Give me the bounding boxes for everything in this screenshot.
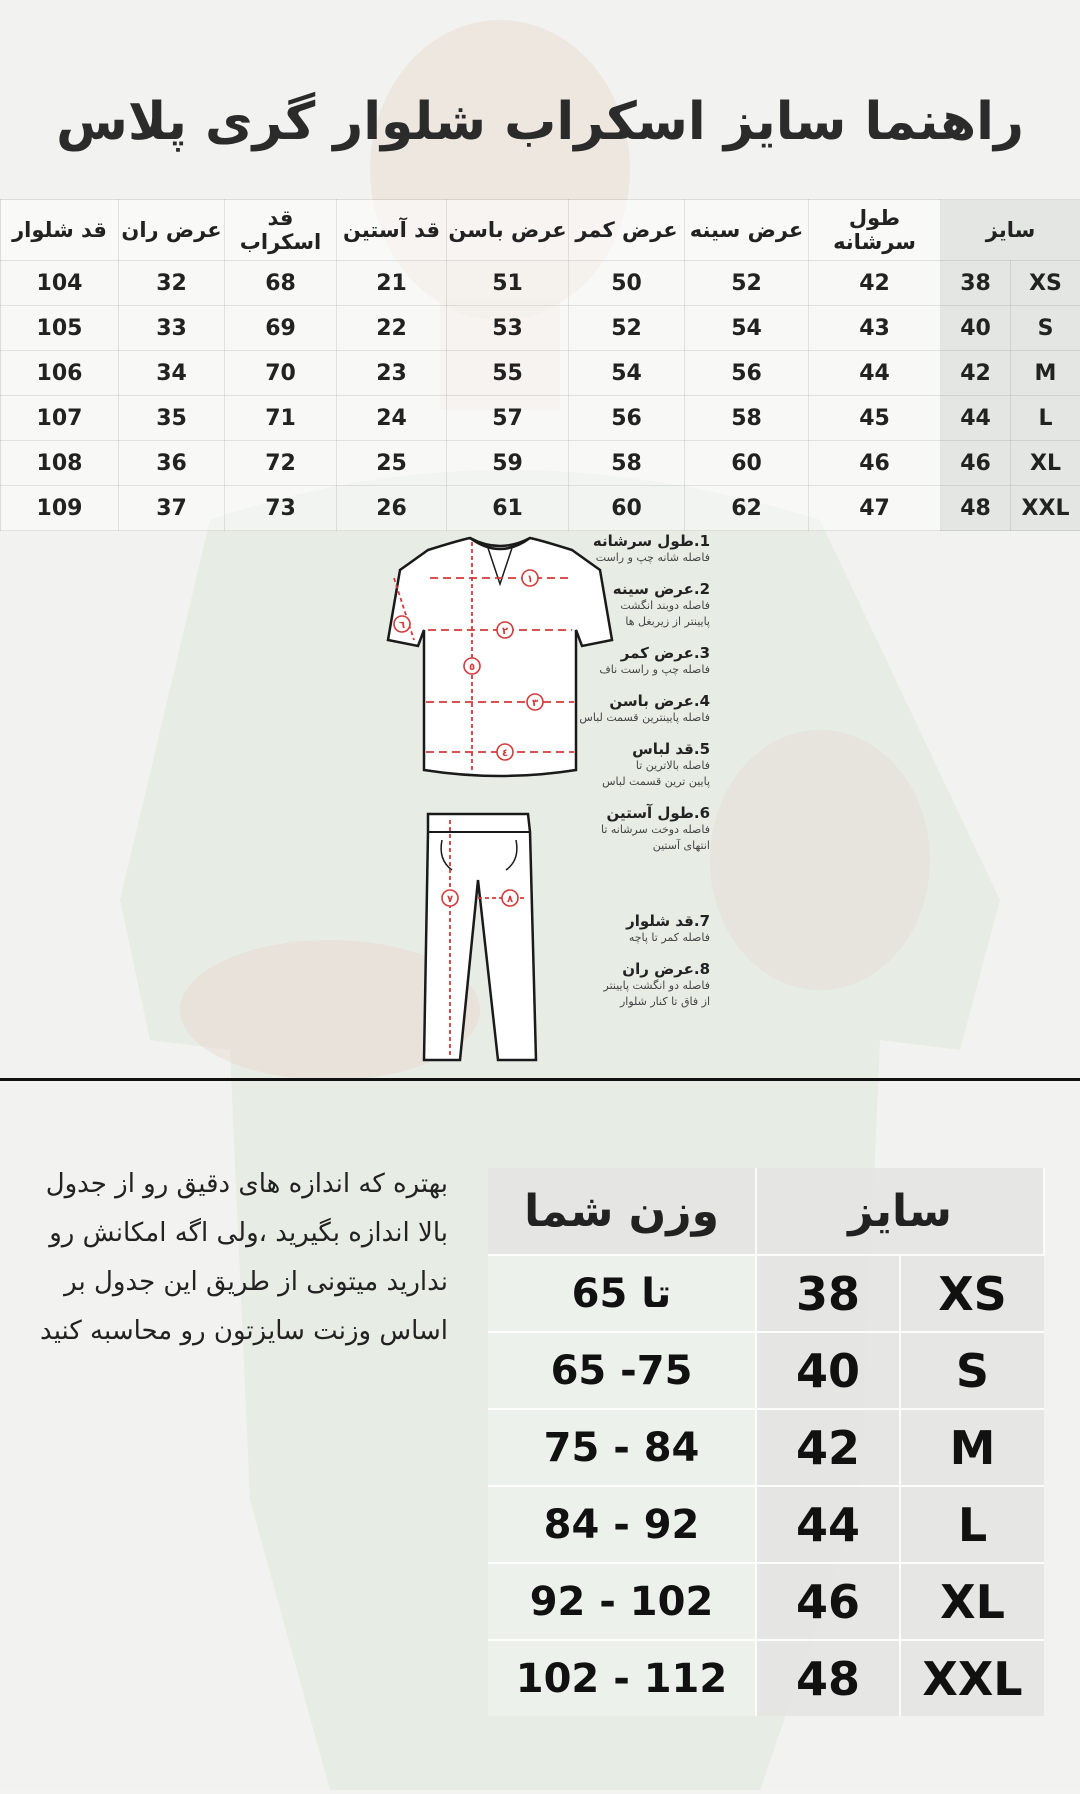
table-row bbox=[488, 1409, 1044, 1486]
size-number: 44 bbox=[941, 396, 1011, 441]
size-label: XXL bbox=[900, 1640, 1044, 1716]
legend-title: 2.عرض سینه bbox=[540, 580, 710, 598]
cell: 55 bbox=[447, 351, 569, 396]
table-row bbox=[1, 306, 1080, 351]
cell: 46 bbox=[809, 441, 941, 486]
size-label: L bbox=[1011, 396, 1080, 441]
size-number: 48 bbox=[941, 486, 1011, 531]
legend-item bbox=[540, 644, 710, 678]
cell: 56 bbox=[685, 351, 809, 396]
header-pants-length: قد شلوار bbox=[1, 200, 119, 261]
marker-7-label: ٧ bbox=[447, 894, 453, 905]
legend-desc: فاصله دو انگشت پایینتر bbox=[540, 978, 710, 994]
weight-range: 65 -75 bbox=[488, 1332, 756, 1409]
size-label: XL bbox=[1011, 441, 1080, 486]
cell: 54 bbox=[685, 306, 809, 351]
cell: 47 bbox=[809, 486, 941, 531]
pants-outline-icon bbox=[424, 814, 536, 1060]
cell: 70 bbox=[225, 351, 337, 396]
header-shoulder: طول سرشانه bbox=[809, 200, 941, 261]
cell: 50 bbox=[569, 261, 685, 306]
header-scrub-length: قد اسکراب bbox=[225, 200, 337, 261]
cell: 57 bbox=[447, 396, 569, 441]
cell: 22 bbox=[337, 306, 447, 351]
cell: 44 bbox=[809, 351, 941, 396]
marker-6-label: ٦ bbox=[399, 620, 405, 631]
cell: 72 bbox=[225, 441, 337, 486]
cell: 60 bbox=[569, 486, 685, 531]
cell: 68 bbox=[225, 261, 337, 306]
cell: 58 bbox=[685, 396, 809, 441]
size-label: XXL bbox=[1011, 486, 1080, 531]
cell: 104 bbox=[1, 261, 119, 306]
weight-range: 102 - 112 bbox=[488, 1640, 756, 1716]
size-number: 40 bbox=[941, 306, 1011, 351]
weight-table bbox=[488, 1168, 1045, 1716]
cell: 54 bbox=[569, 351, 685, 396]
header-hip: عرض باسن bbox=[447, 200, 569, 261]
cell: 73 bbox=[225, 486, 337, 531]
marker-5-label: ٥ bbox=[469, 662, 475, 673]
cell: 60 bbox=[685, 441, 809, 486]
table-row bbox=[488, 1640, 1044, 1716]
cell: 32 bbox=[119, 261, 225, 306]
table-row bbox=[488, 1255, 1044, 1332]
size-number: 46 bbox=[756, 1563, 900, 1640]
legend-item bbox=[540, 804, 710, 854]
table-row bbox=[1, 441, 1080, 486]
marker-1-label: ١ bbox=[527, 574, 533, 585]
legend-item bbox=[540, 532, 710, 566]
cell: 59 bbox=[447, 441, 569, 486]
table-row bbox=[1, 261, 1080, 306]
legend-item bbox=[540, 912, 710, 946]
size-label: M bbox=[900, 1409, 1044, 1486]
weight-note: بهتره که اندازه های دقیق رو از جدول بالا اندازه بگیرید ،ولی اگه امکانش رو ندارید میتونی از طریق این جدول بر اساس وزنت سایزتون رو محاسبه کنید bbox=[18, 1160, 448, 1356]
cell: 25 bbox=[337, 441, 447, 486]
table-row bbox=[1, 351, 1080, 396]
legend-desc: فاصله پایینترین قسمت لباس bbox=[540, 710, 710, 726]
size-number: 48 bbox=[756, 1640, 900, 1716]
legend-desc: پایینتر از زیربغل ها bbox=[540, 614, 710, 630]
size-label: S bbox=[900, 1332, 1044, 1409]
cell: 62 bbox=[685, 486, 809, 531]
cell: 105 bbox=[1, 306, 119, 351]
cell: 108 bbox=[1, 441, 119, 486]
legend-desc: از فاق تا کنار شلوار bbox=[540, 994, 710, 1010]
legend-item bbox=[540, 960, 710, 1010]
size-label: XL bbox=[900, 1563, 1044, 1640]
cell: 52 bbox=[569, 306, 685, 351]
size-number: 42 bbox=[756, 1409, 900, 1486]
legend-title: 8.عرض ران bbox=[540, 960, 710, 978]
legend-desc: فاصله بالاترین تا bbox=[540, 758, 710, 774]
size-label: L bbox=[900, 1486, 1044, 1563]
header-waist: عرض کمر bbox=[569, 200, 685, 261]
legend-desc: فاصله دوبند انگشت bbox=[540, 598, 710, 614]
cell: 51 bbox=[447, 261, 569, 306]
cell: 56 bbox=[569, 396, 685, 441]
size-number: 40 bbox=[756, 1332, 900, 1409]
cell: 52 bbox=[685, 261, 809, 306]
legend-title: 5.قد لباس bbox=[540, 740, 710, 758]
weight-range: تا 65 bbox=[488, 1255, 756, 1332]
table-row bbox=[488, 1563, 1044, 1640]
cell: 33 bbox=[119, 306, 225, 351]
size-number: 44 bbox=[756, 1486, 900, 1563]
marker-8-label: ٨ bbox=[507, 894, 513, 905]
legend-title: 3.عرض کمر bbox=[540, 644, 710, 662]
weight-range: 84 - 92 bbox=[488, 1486, 756, 1563]
legend-desc: فاصله دوخت سرشانه تا bbox=[540, 822, 710, 838]
cell: 109 bbox=[1, 486, 119, 531]
weight-header-weight: وزن شما bbox=[488, 1168, 756, 1255]
cell: 21 bbox=[337, 261, 447, 306]
legend-title: 6.طول آستین bbox=[540, 804, 710, 822]
header-chest: عرض سینه bbox=[685, 200, 809, 261]
section-divider bbox=[0, 1078, 1080, 1081]
size-number: 42 bbox=[941, 351, 1011, 396]
cell: 26 bbox=[337, 486, 447, 531]
legend-desc: فاصله کمر تا پاچه bbox=[540, 930, 710, 946]
marker-2-label: ٢ bbox=[502, 626, 508, 637]
cell: 71 bbox=[225, 396, 337, 441]
marker-4-label: ٤ bbox=[502, 748, 508, 759]
cell: 53 bbox=[447, 306, 569, 351]
size-label: XS bbox=[1011, 261, 1080, 306]
marker-3-label: ٣ bbox=[532, 698, 538, 709]
legend-item bbox=[540, 740, 710, 790]
cell: 24 bbox=[337, 396, 447, 441]
weight-range: 92 - 102 bbox=[488, 1563, 756, 1640]
cell: 107 bbox=[1, 396, 119, 441]
legend-title: 1.طول سرشانه bbox=[540, 532, 710, 550]
cell: 42 bbox=[809, 261, 941, 306]
cell: 43 bbox=[809, 306, 941, 351]
cell: 37 bbox=[119, 486, 225, 531]
cell: 35 bbox=[119, 396, 225, 441]
cell: 34 bbox=[119, 351, 225, 396]
cell: 36 bbox=[119, 441, 225, 486]
table-row bbox=[1, 396, 1080, 441]
legend-title: 7.قد شلوار bbox=[540, 912, 710, 930]
page-title: راهنما سایز اسکراب شلوار گری پلاس bbox=[0, 92, 1080, 152]
header-sleeve: قد آستین bbox=[337, 200, 447, 261]
size-label: S bbox=[1011, 306, 1080, 351]
legend-desc: فاصله چپ و راست ناف bbox=[540, 662, 710, 678]
header-thigh: عرض ران bbox=[119, 200, 225, 261]
table-row bbox=[488, 1332, 1044, 1409]
size-number: 38 bbox=[756, 1255, 900, 1332]
header-size: سایز bbox=[941, 200, 1080, 261]
cell: 58 bbox=[569, 441, 685, 486]
size-number: 38 bbox=[941, 261, 1011, 306]
weight-range: 75 - 84 bbox=[488, 1409, 756, 1486]
cell: 23 bbox=[337, 351, 447, 396]
table-row bbox=[488, 1486, 1044, 1563]
cell: 106 bbox=[1, 351, 119, 396]
weight-header-size: سایز bbox=[756, 1168, 1044, 1255]
legend-title: 4.عرض باسن bbox=[540, 692, 710, 710]
size-number: 46 bbox=[941, 441, 1011, 486]
measurement-legend bbox=[540, 532, 710, 1024]
legend-desc: انتهای آستین bbox=[540, 838, 710, 854]
legend-item bbox=[540, 580, 710, 630]
legend-desc: پایین ترین قسمت لباس bbox=[540, 774, 710, 790]
cell: 45 bbox=[809, 396, 941, 441]
size-label: XS bbox=[900, 1255, 1044, 1332]
cell: 69 bbox=[225, 306, 337, 351]
cell: 61 bbox=[447, 486, 569, 531]
legend-desc: فاصله شانه چپ و راست bbox=[540, 550, 710, 566]
size-label: M bbox=[1011, 351, 1080, 396]
legend-item bbox=[540, 692, 710, 726]
measurement-table bbox=[0, 199, 1080, 531]
